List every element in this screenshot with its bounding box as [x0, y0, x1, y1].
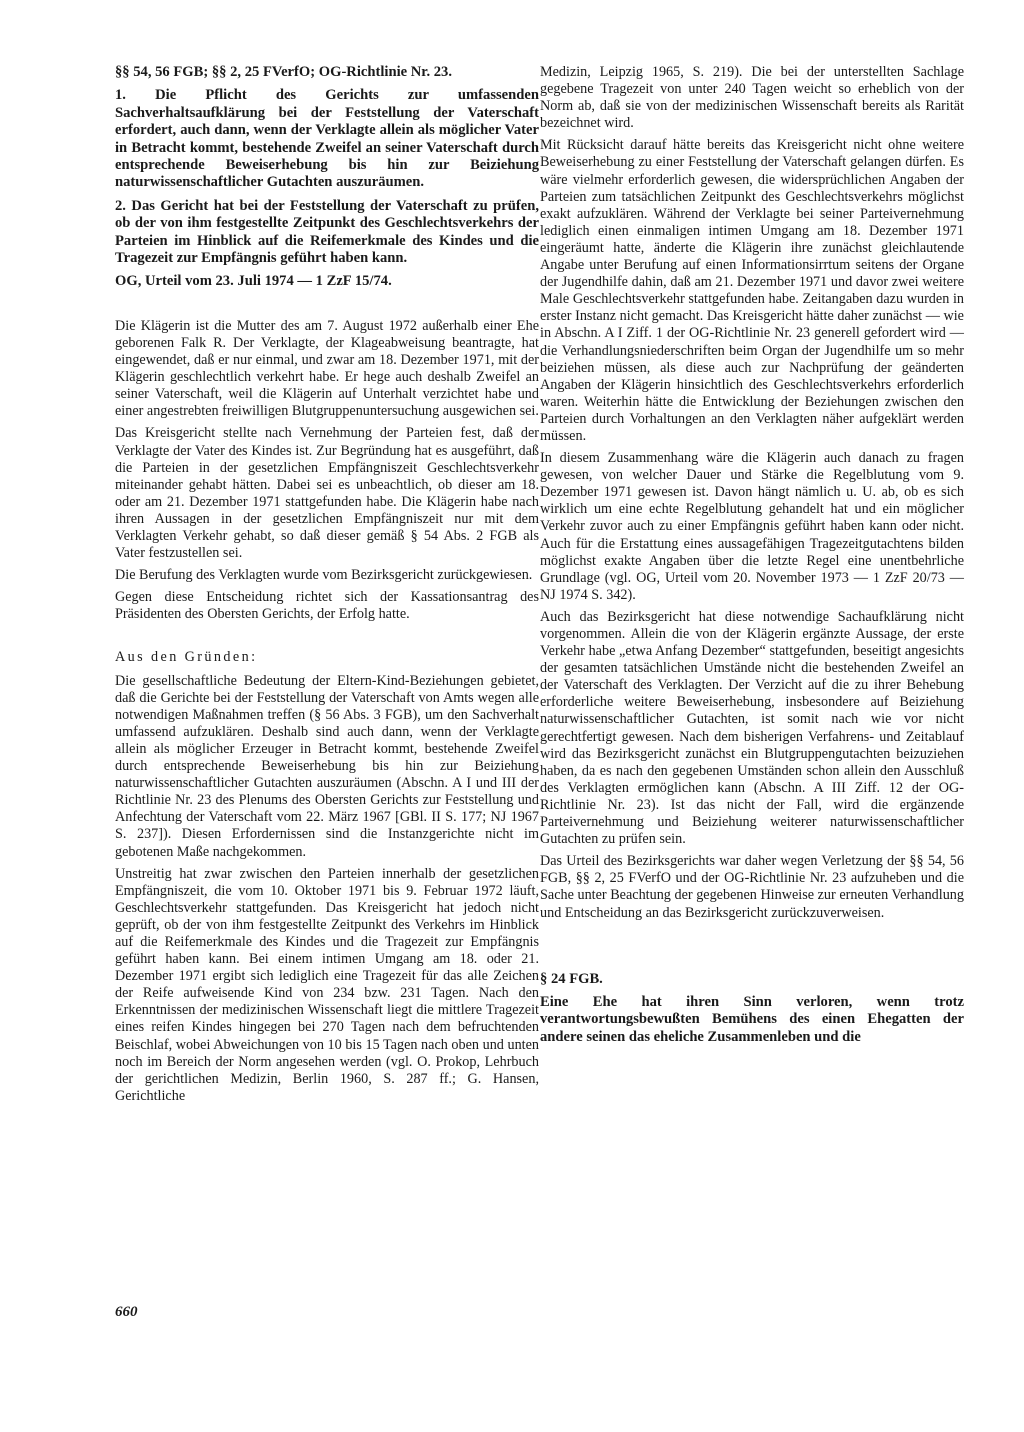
law-reference-2: § 24 FGB.	[540, 970, 603, 987]
headnote-1: 1. Die Pflicht des Gerichts zur umfassenden Sachverhaltsaufklärung bei der Feststellung der Vaterschaft erfordert, auch dann, wenn der Verklagte allein als möglicher Vater in Betracht kommt, bestehende Zweifel an seiner Vaterschaft durch entsprechende Beweiserhebung bis hin zur Beiziehung naturwissenschaftlicher Gutachten auszuräumen.	[115, 87, 539, 191]
facts-paragraph: Die Klägerin ist die Mutter des am 7. August 1972 außerhalb einer Ehe geborenen Falk R. Der Verklagte, der Klageabweisung beantragte, hat eingewendet, daß er nur einmal, und zwar am 18. Dezember 1971, mit der Klägerin geschlechtlich verkehrt habe. Er hege auch deshalb Zweifel an seiner Vaterschaft, weil die Klägerin auf Unterhalt verzichtet habe und einer angestrebten freiwilligen Blutgruppenuntersuchung ausgewichen sei.	[115, 317, 539, 420]
reasons-paragraph: Mit Rücksicht darauf hätte bereits das Kreisgericht nicht ohne weitere Beweiserhebung zu einer Feststellung der Vaterschaft gelangen dürfen. Es wäre vielmehr erforderlich gewesen, die widersprüchlichen Angaben der Parteien zum tatsächlichen Zeitpunkt des Geschlechtsverkehrs möglichst exakt aufzuklären. Während der Verklagte bei seiner Parteivernehmung lediglich einen einmaligen intimen Umgang am 18. Dezember 1971 eingeräumt hatte, änderte die Klägerin ihre zunächst gleichlautende Angabe unter Berufung auf einen Informationsirrtum seitens der Organe der Jugendhilfe dahin, daß am 21. Dezember 1971 und davor zwei weitere Male Geschlechtsverkehr stattgefunden habe. Zeitangaben dazu wurden in erster Instanz nicht gemacht. Das Kreisgericht hätte daher zunächst — wie in Abschn. A I Ziff. 1 der OG-Richtlinie Nr. 23 generell gefordert wird — die Verhandlungsniederschriften beim Organ der Jugendhilfe um so mehr beiziehen müssen, als diese auch zur Nachprüfung der geänderten Angaben der Klägerin hinsichtlich des Geschlechtsverkehrs erforderlich waren. Weiterhin hätte die Entwicklung der Beziehungen zwischen den Parteien durch Vorhaltungen an den Verklagten näher aufgeklärt werden müssen.	[540, 137, 964, 444]
headnote-decision-2: Eine Ehe hat ihren Sinn verloren, wenn trotz verantwortungsbewußten Bemühens des einen Ehegatten der andere seinen das eheliche Zusammenleben und die	[540, 994, 964, 1045]
facts-paragraph: Die Berufung des Verklagten wurde vom Bezirksgericht zurückgewiesen.	[115, 567, 533, 584]
reasons-paragraph: Unstreitig hat zwar zwischen den Parteien innerhalb der gesetzlichen Empfängniszeit, die vom 10. Oktober 1971 bis 9. Februar 1972 läuft, Geschlechtsverkehr stattgefunden. Das Kreisgericht hat jedoch nicht geprüft, ob der von ihm festgestellte Zeitpunkt des Verkehrs im Hinblick auf die Reifemerkmale des Kindes und die Tragezeit zur Empfängnis geführt haben kann. Bei einem intimen Umgang am 18. oder 21. Dezember 1971 ergibt sich lediglich eine Tragezeit für das alle Zeichen der Reife aufweisende Kind von 234 bzw. 231 Tagen. Nach den Erkenntnissen der medizinischen Wissenschaft liegt die mittlere Tragezeit eines reifen Kindes hingegen bei 270 Tagen nach dem befruchtenden Beischlaf, wobei Abweichungen von 10 bis 15 Tagen nach oben und unten noch im Bereich der Norm angesehen werden (vgl. O. Prokop, Lehrbuch der gerichtlichen Medizin, Berlin 1960, S. 287 ff.; G. Hansen, Gerichtliche	[115, 865, 539, 1104]
case-citation: OG, Urteil vom 23. Juli 1974 — 1 ZzF 15/74.	[115, 273, 392, 290]
headnote-2: 2. Das Gericht hat bei der Feststellung der Vaterschaft zu prüfen, ob der von ihm festgestellte Zeitpunkt des Geschlechtsverkehrs der Parteien im Hinblick auf die Reifemerkmale des Kindes und die Tragezeit zur Empfängnis geführt haben kann.	[115, 197, 539, 267]
reasons-paragraph: Das Urteil des Bezirksgerichts war daher wegen Verletzung der §§ 54, 56 FGB, §§ 2, 25 FVerfO und der OG-Richtlinie Nr. 23 aufzuheben und die Sache unter Beachtung der gegebenen Hinweise zur erneuten Verhandlung und Entscheidung an das Bezirksgericht zurückzuverweisen.	[540, 853, 964, 921]
reasons-paragraph: Auch das Bezirksgericht hat diese notwendige Sachaufklärung nicht vorgenommen. Allein die von der Klägerin ergänzte Aussage, der erste Verkehr habe „etwa Anfang Dezember“ stattgefunden, beseitigt angesichts der gesamten tatsächlichen Umstände nicht die bestehenden Zweifel an der Vaterschaft des Verklagten. Der Verzicht auf die zu ihrer Behebung erforderliche weitere Beweiserhebung, insbesondere auf Beiziehung naturwissenschaftlicher Gutachten, ist somit nach wie vor nicht gerechtfertigt gewesen. Nach dem bisherigen Verfahrens- und Zeitablauf wird das Bezirksgericht zunächst ein Blutgruppengutachten beizuziehen haben, da es nach den gegebenen Umständen schon allein den Ausschluß des Verklagten ermöglichen kann (Abschn. A III Ziff. 12 der OG-Richtlinie Nr. 23). Ist das nicht der Fall, wird die ergänzende Parteivernehmung und Beiziehung weiterer naturwissenschaftlicher Gutachten zu prüfen sein.	[540, 608, 964, 848]
reasons-paragraph: Medizin, Leipzig 1965, S. 219). Die bei der unterstellten Sachlage gegebene Tragezeit von unter 240 Tagen weicht so erheblich von der Norm ab, daß sie von der medizinischen Wissenschaft bereits als Rarität bezeichnet wird.	[540, 64, 964, 132]
left-column	[115, 64, 539, 1110]
reasons-paragraph: Die gesellschaftliche Bedeutung der Eltern-Kind-Beziehungen gebietet, daß die Gerichte bei der Feststellung der Vaterschaft von Amts wegen alle notwendigen Maßnahmen treffen (§ 56 Abs. 3 FGB), um den Sachverhalt umfassend aufzuklären. Deshalb sind auch dann, wenn der Verklagte allein als möglicher Erzeuger in Betracht kommt, bestehende Zweifel durch entsprechende Beweiserhebung bis hin zur Beiziehung naturwissenschaftlicher Gutachten auszuräumen (Abschn. A I und III der Richtlinie Nr. 23 des Plenums des Obersten Gerichts zur Feststellung und Anfechtung der Vaterschaft vom 22. März 1967 [GBl. II S. 177; NJ 1967 S. 237]). Diesen Erfordernissen sind die Instanzgerichte nicht im gebotenen Maße nachgekommen.	[115, 672, 539, 860]
page-number: 660	[115, 1304, 138, 1320]
law-reference: §§ 54, 56 FGB; §§ 2, 25 FVerfO; OG-Richtlinie Nr. 23.	[115, 64, 452, 80]
reasons-heading: Aus den Gründen:	[115, 649, 258, 666]
facts-paragraph: Das Kreisgericht stellte nach Vernehmung der Parteien fest, daß der Verklagte der Vater des Kindes ist. Zur Begründung hat es ausgeführt, daß die Parteien in der gesetzlichen Empfängniszeit Geschlechtsverkehr miteinander gehabt hätten. Dabei sei es unbeachtlich, ob dieser am 18. oder am 21. Dezember 1971 stattgefunden habe. Die Klägerin habe nach ihren Aussagen in der gesetzlichen Empfängniszeit nur mit dem Verklagten Verkehr gehabt, so daß dieser gemäß § 54 Abs. 2 FGB als Vater festzustellen sei.	[115, 425, 539, 562]
reasons-paragraph: In diesem Zusammenhang wäre die Klägerin auch danach zu fragen gewesen, von welcher Dauer und Stärke die Regelblutung vom 9. Dezember 1971 gewesen ist. Davon hängt nämlich u. U. ab, ob es sich wirklich um eine echte Regelblutung gehandelt hat und ein möglicher Verkehr zuvor auch zu einer Empfängnis geführt haben kann oder nicht. Auch für die Erstattung eines aussagefähigen Tragezeitgutachtens bilden möglichst exakte Angaben über die letzte Regel eine unentbehrliche Grundlage (vgl. OG, Urteil vom 20. November 1973 — 1 ZzF 20/73 — NJ 1974 S. 342).	[540, 450, 964, 603]
facts-paragraph: Gegen diese Entscheidung richtet sich der Kassationsantrag des Präsidenten des Obersten Gerichts, der Erfolg hatte.	[115, 589, 539, 623]
right-column	[540, 64, 964, 1052]
